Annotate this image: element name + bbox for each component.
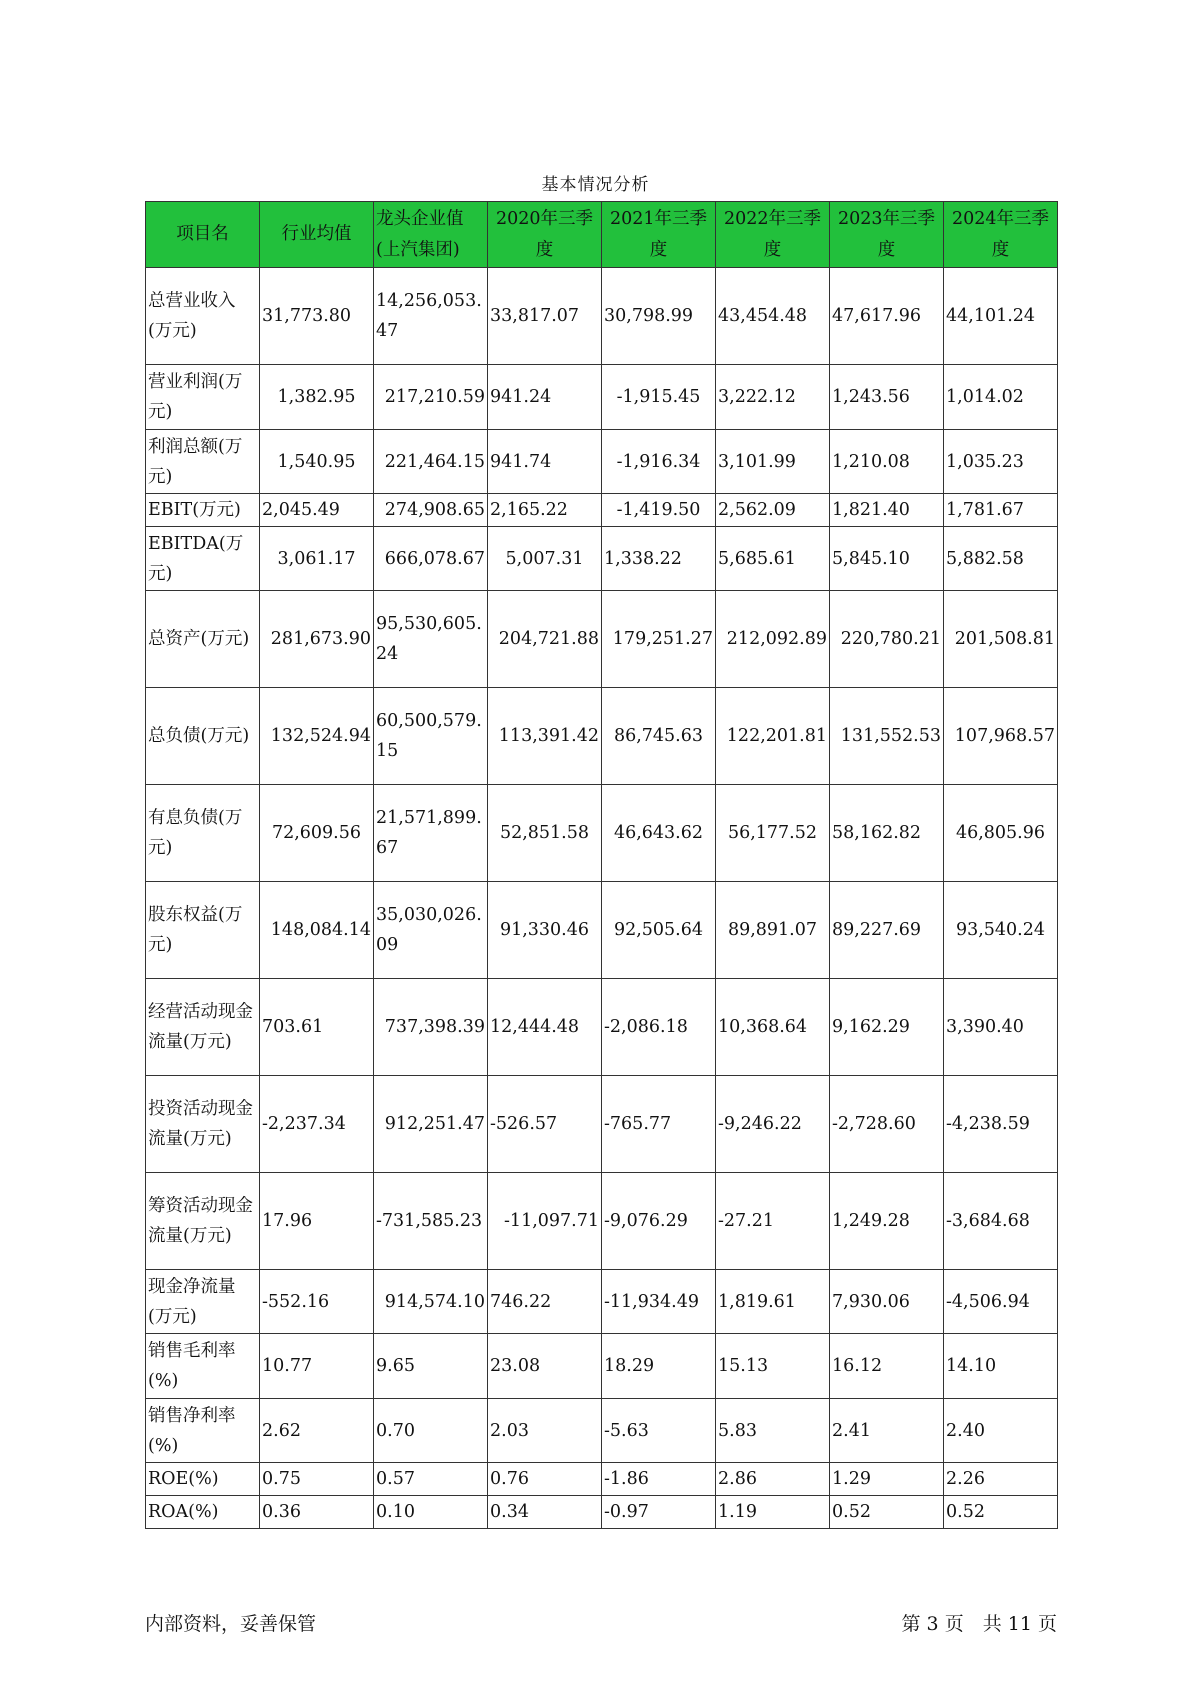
header-cell: 行业均值 (260, 202, 374, 268)
table-cell: 0.75 (260, 1463, 374, 1496)
table-cell: 179,251.27 (602, 591, 716, 688)
table-cell: 2,045.49 (260, 494, 374, 527)
table-title: 基本情况分析 (541, 175, 650, 195)
table-cell: 46,805.96 (944, 785, 1058, 882)
table-cell: 0.34 (488, 1496, 602, 1529)
table-cell: 2.40 (944, 1399, 1058, 1463)
row-label: 有息负债(万元) (146, 785, 260, 882)
header-cell: 项目名 (146, 202, 260, 268)
table-cell: 15.13 (716, 1334, 830, 1399)
table-cell: -11,097.71 (488, 1173, 602, 1270)
financial-table (145, 201, 1058, 1529)
table-cell: -2,237.34 (260, 1076, 374, 1173)
table-cell: 737,398.39 (374, 979, 488, 1076)
table-cell: -27.21 (716, 1173, 830, 1270)
header-cell: 龙头企业值(上汽集团) (374, 202, 488, 268)
table-cell: 14.10 (944, 1334, 1058, 1399)
table-cell: -765.77 (602, 1076, 716, 1173)
table-cell: -9,076.29 (602, 1173, 716, 1270)
table-cell: 148,084.14 (260, 882, 374, 979)
table-cell: 666,078.67 (374, 527, 488, 591)
table-cell: 941.74 (488, 430, 602, 494)
header-cell: 2023年三季度 (830, 202, 944, 268)
table-cell: 52,851.58 (488, 785, 602, 882)
table-cell: 1,819.61 (716, 1270, 830, 1334)
row-label: ROA(%) (146, 1496, 260, 1529)
table-cell: -552.16 (260, 1270, 374, 1334)
table-cell: 46,643.62 (602, 785, 716, 882)
table-cell: 1,781.67 (944, 494, 1058, 527)
table-cell: 1,243.56 (830, 365, 944, 430)
table-cell: 35,030,026.09 (374, 882, 488, 979)
footer-confidential-note: 内部资料，妥善保管 (145, 1613, 317, 1635)
table-cell: 221,464.15 (374, 430, 488, 494)
page-prefix: 第 (901, 1613, 921, 1635)
table-row (146, 785, 1058, 882)
table-cell: 60,500,579.15 (374, 688, 488, 785)
table-cell: 7,930.06 (830, 1270, 944, 1334)
table-cell: 33,817.07 (488, 268, 602, 365)
table-row (146, 1463, 1058, 1496)
table-cell: 9,162.29 (830, 979, 944, 1076)
table-cell: 3,061.17 (260, 527, 374, 591)
table-cell: 914,574.10 (374, 1270, 488, 1334)
table-cell: 1,035.23 (944, 430, 1058, 494)
row-label: 筹资活动现金流量(万元) (146, 1173, 260, 1270)
table-cell: 72,609.56 (260, 785, 374, 882)
row-label: 总资产(万元) (146, 591, 260, 688)
table-cell: 0.52 (944, 1496, 1058, 1529)
table-cell: 212,092.89 (716, 591, 830, 688)
table-cell: 746.22 (488, 1270, 602, 1334)
table-cell: 12,444.48 (488, 979, 602, 1076)
table-cell: 5,882.58 (944, 527, 1058, 591)
table-cell: 281,673.90 (260, 591, 374, 688)
table-row (146, 268, 1058, 365)
table-cell: 2,165.22 (488, 494, 602, 527)
table-cell: 3,222.12 (716, 365, 830, 430)
table-cell: -526.57 (488, 1076, 602, 1173)
table-row (146, 494, 1058, 527)
row-label: 营业利润(万元) (146, 365, 260, 430)
table-cell: 3,101.99 (716, 430, 830, 494)
table-cell: 1,338.22 (602, 527, 716, 591)
row-label: 销售毛利率(%) (146, 1334, 260, 1399)
table-cell: 1.19 (716, 1496, 830, 1529)
table-cell: 43,454.48 (716, 268, 830, 365)
table-cell: 1,821.40 (830, 494, 944, 527)
table-cell: 0.36 (260, 1496, 374, 1529)
table-row (146, 430, 1058, 494)
table-cell: 703.61 (260, 979, 374, 1076)
table-cell: 58,162.82 (830, 785, 944, 882)
table-cell: -11,934.49 (602, 1270, 716, 1334)
row-label: 总营业收入(万元) (146, 268, 260, 365)
table-cell: 17.96 (260, 1173, 374, 1270)
table-cell: 9.65 (374, 1334, 488, 1399)
table-cell: -4,506.94 (944, 1270, 1058, 1334)
table-cell: 3,390.40 (944, 979, 1058, 1076)
page-mid: 页 共 (944, 1613, 1002, 1635)
table-cell: 122,201.81 (716, 688, 830, 785)
table-row (146, 591, 1058, 688)
table-cell: 107,968.57 (944, 688, 1058, 785)
table-row (146, 1399, 1058, 1463)
table-cell: 0.10 (374, 1496, 488, 1529)
table-cell: 56,177.52 (716, 785, 830, 882)
table-cell: 113,391.42 (488, 688, 602, 785)
row-label: 投资活动现金流量(万元) (146, 1076, 260, 1173)
table-cell: 10,368.64 (716, 979, 830, 1076)
table-cell: 1,210.08 (830, 430, 944, 494)
header-row (146, 202, 1058, 268)
table-cell: 0.70 (374, 1399, 488, 1463)
row-label: 现金净流量(万元) (146, 1270, 260, 1334)
table-cell: 1.29 (830, 1463, 944, 1496)
table-cell: 274,908.65 (374, 494, 488, 527)
table-cell: -3,684.68 (944, 1173, 1058, 1270)
table-row (146, 1173, 1058, 1270)
row-label: 利润总额(万元) (146, 430, 260, 494)
table-cell: 18.29 (602, 1334, 716, 1399)
table-cell: 1,014.02 (944, 365, 1058, 430)
table-row (146, 688, 1058, 785)
table-cell: 47,617.96 (830, 268, 944, 365)
table-cell: -2,086.18 (602, 979, 716, 1076)
table-cell: -1,915.45 (602, 365, 716, 430)
table-cell: 1,382.95 (260, 365, 374, 430)
table-cell: 91,330.46 (488, 882, 602, 979)
header-cell: 2021年三季度 (602, 202, 716, 268)
table-cell: -731,585.23 (374, 1173, 488, 1270)
table-cell: 2.86 (716, 1463, 830, 1496)
table-cell: -2,728.60 (830, 1076, 944, 1173)
table-cell: 31,773.80 (260, 268, 374, 365)
table-cell: 30,798.99 (602, 268, 716, 365)
table-row (146, 1334, 1058, 1399)
row-label: 总负债(万元) (146, 688, 260, 785)
table-cell: -0.97 (602, 1496, 716, 1529)
table-row (146, 882, 1058, 979)
table-cell: 131,552.53 (830, 688, 944, 785)
table-cell: 912,251.47 (374, 1076, 488, 1173)
table-cell: 89,227.69 (830, 882, 944, 979)
table-row (146, 1076, 1058, 1173)
table-cell: 5.83 (716, 1399, 830, 1463)
table-cell: 220,780.21 (830, 591, 944, 688)
table-cell: 2,562.09 (716, 494, 830, 527)
table-cell: 5,685.61 (716, 527, 830, 591)
table-cell: 86,745.63 (602, 688, 716, 785)
row-label: 销售净利率(%) (146, 1399, 260, 1463)
table-cell: 201,508.81 (944, 591, 1058, 688)
table-row (146, 979, 1058, 1076)
row-label: 经营活动现金流量(万元) (146, 979, 260, 1076)
header-cell: 2024年三季度 (944, 202, 1058, 268)
table-cell: 5,845.10 (830, 527, 944, 591)
table-cell: 1,249.28 (830, 1173, 944, 1270)
table-cell: 0.52 (830, 1496, 944, 1529)
table-cell: -1,916.34 (602, 430, 716, 494)
table-cell: 204,721.88 (488, 591, 602, 688)
row-label: EBITDA(万元) (146, 527, 260, 591)
table-cell: 93,540.24 (944, 882, 1058, 979)
table-cell: -5.63 (602, 1399, 716, 1463)
row-label: 股东权益(万元) (146, 882, 260, 979)
table-cell: 16.12 (830, 1334, 944, 1399)
table-cell: 1,540.95 (260, 430, 374, 494)
header-cell: 2022年三季度 (716, 202, 830, 268)
header-cell: 2020年三季度 (488, 202, 602, 268)
table-cell: -9,246.22 (716, 1076, 830, 1173)
page-suffix: 页 (1037, 1613, 1057, 1635)
table-row (146, 1270, 1058, 1334)
table-cell: 0.76 (488, 1463, 602, 1496)
table-cell: -1,419.50 (602, 494, 716, 527)
table-cell: 5,007.31 (488, 527, 602, 591)
page-number: 3 (926, 1613, 939, 1635)
table-cell: 941.24 (488, 365, 602, 430)
footer-page-indicator (901, 1609, 1057, 1636)
row-label: EBIT(万元) (146, 494, 260, 527)
table-row (146, 1496, 1058, 1529)
row-label: ROE(%) (146, 1463, 260, 1496)
page-total: 11 (1007, 1613, 1032, 1635)
table-cell: 95,530,605.24 (374, 591, 488, 688)
table-cell: 217,210.59 (374, 365, 488, 430)
table-cell: 2.41 (830, 1399, 944, 1463)
table-row (146, 527, 1058, 591)
table-cell: 92,505.64 (602, 882, 716, 979)
table-row (146, 365, 1058, 430)
table-cell: 2.62 (260, 1399, 374, 1463)
table-cell: 10.77 (260, 1334, 374, 1399)
table-cell: -4,238.59 (944, 1076, 1058, 1173)
table-cell: 89,891.07 (716, 882, 830, 979)
table-cell: 21,571,899.67 (374, 785, 488, 882)
table-cell: -1.86 (602, 1463, 716, 1496)
table-cell: 2.03 (488, 1399, 602, 1463)
table-cell: 2.26 (944, 1463, 1058, 1496)
table-cell: 0.57 (374, 1463, 488, 1496)
table-cell: 14,256,053.47 (374, 268, 488, 365)
table-cell: 23.08 (488, 1334, 602, 1399)
table-cell: 44,101.24 (944, 268, 1058, 365)
table-cell: 132,524.94 (260, 688, 374, 785)
